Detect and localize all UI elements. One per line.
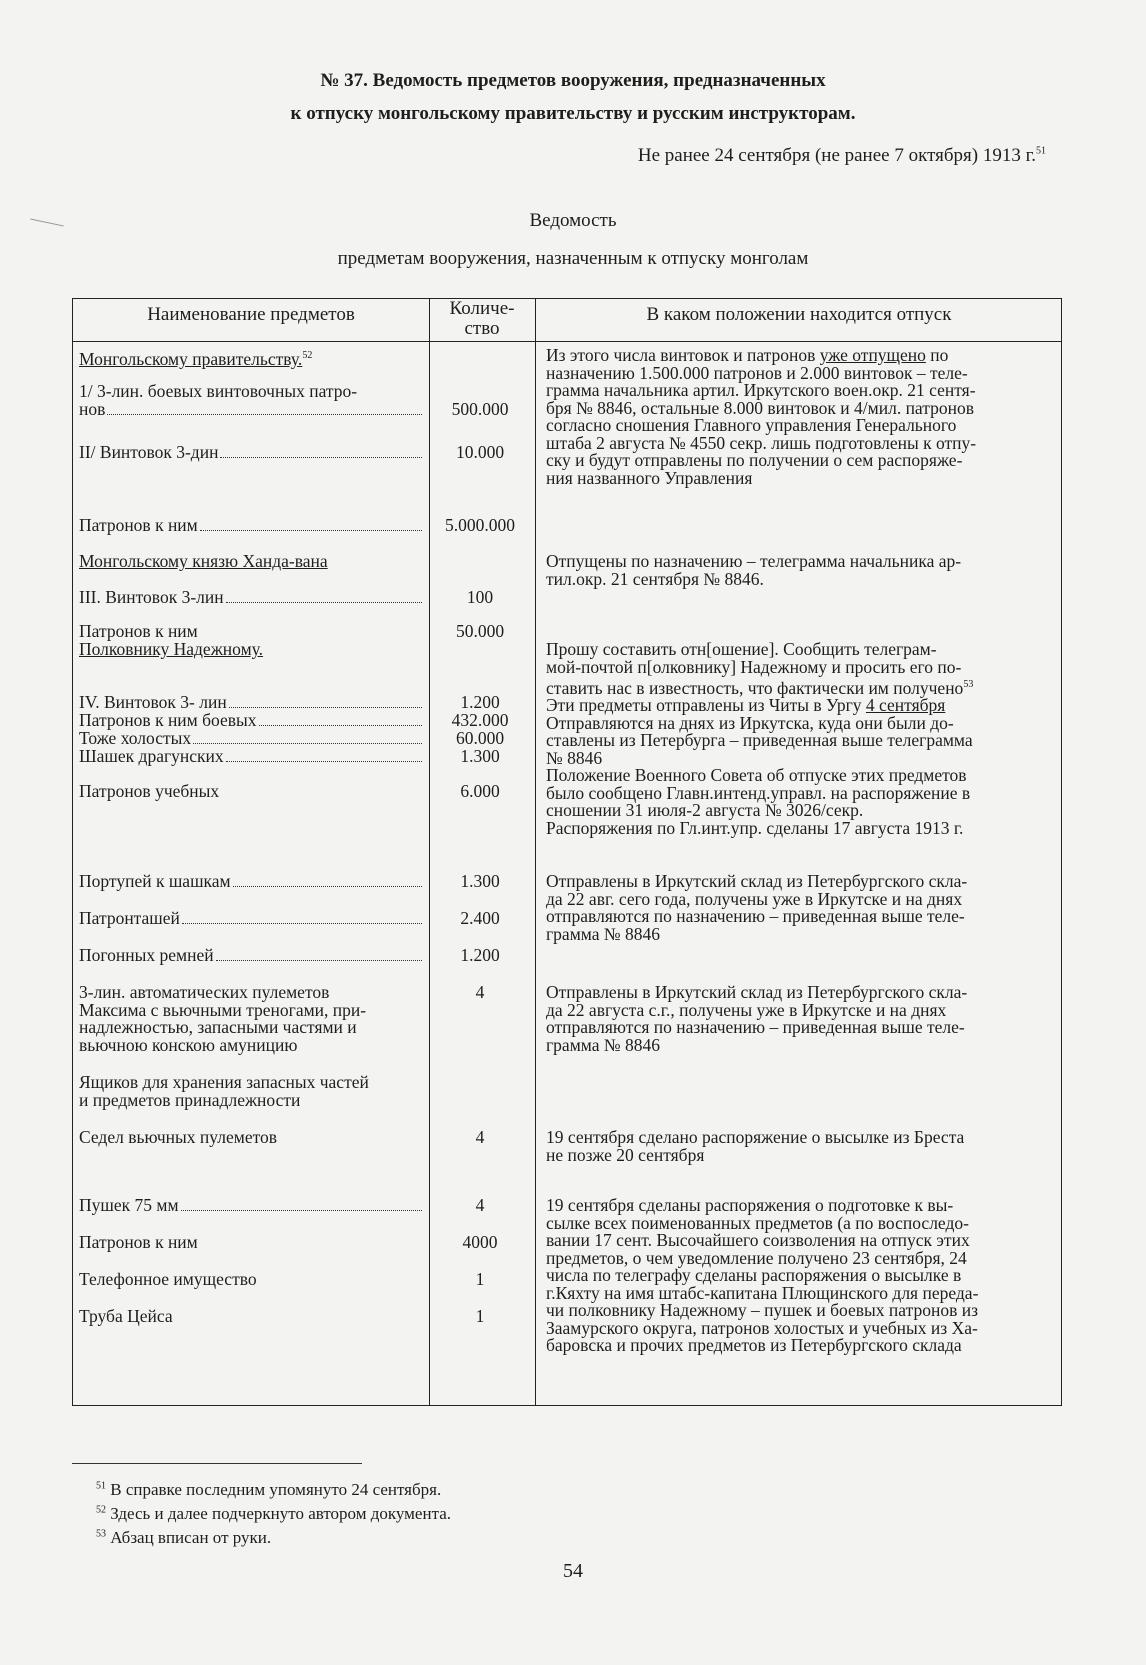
footnote-53: $^{53}$ Абзац вписан от руки. <box>96 1528 272 1547</box>
item-combat-cartridges: Патронов к ним боевых <box>79 712 424 730</box>
item-sabre-belts: Портупей к шашкам <box>79 873 424 891</box>
qty-pack-saddles: 4 <box>475 1127 485 1147</box>
statement-subheading: предметам вооружения, назначенным к отпуску монголам <box>337 248 809 269</box>
item-zeiss-telescope: Труба Цейса <box>79 1306 173 1326</box>
qty-blank-cartridges: 60.000 <box>455 728 505 748</box>
qty-rifles: 10.000 <box>455 442 505 462</box>
status-note-r1: Из этого числа винтовок и патронов уже отпущено по назначению 1.500.000 патронов и 2.000 винтовок – теле- грамма начальника артил. Иркутского воен.окр. 21 сентя- бря № 8846, остальные 8.000 винтовок и 4/мил. патронов согласно сношения Главного управления Генерального штаба 2 августа № 4550 секр. лишь подготовлены к отпу- ску и будут отправлены по получении о сем распоряже- ния названного Управления <box>546 345 977 488</box>
qty-bandoliers: 2.400 <box>460 908 500 928</box>
item-rifle-cartridges: 1/ 3-лин. боевых винтовочных патро- <box>79 381 358 401</box>
qty-maxim-machine-guns: 4 <box>475 982 485 1002</box>
item-rifles-3-line: III. Винтовок 3-лин <box>79 589 424 607</box>
item-cartridges: Патронов к ним <box>79 621 198 641</box>
qty-rifle-cartridges: 500.000 <box>451 399 509 419</box>
qty-zeiss-telescope: 1 <box>475 1306 485 1326</box>
item-cartridges-for-rifles: Патронов к ним <box>79 517 424 535</box>
item-gun-cartridges: Патронов к ним <box>79 1232 198 1252</box>
qty-telephone-equipment: 1 <box>475 1269 485 1289</box>
footnote-51: $^{51}$ В справке последним упомянуто 24 сентября. <box>96 1480 442 1499</box>
item-telephone-equipment: Телефонное имущество <box>79 1269 257 1289</box>
item-training-cartridges: Патронов учебных <box>79 781 220 801</box>
status-note-r2: Отпущены по назначению – телеграмма начальника ар- тил.окр. 21 сентября № 8846. <box>546 551 962 589</box>
item-spare-parts-boxes: Ящиков для хранения запасных частей и предметов принадлежности <box>79 1072 369 1110</box>
header-status: В каком положении находится отпуск <box>646 304 952 325</box>
item-maxim-machine-guns: 3-лин. автоматических пулеметов Максима с вьючными треногами, при- надлежностью, запасными частями и вьючною конскою амуницию <box>79 982 367 1055</box>
status-note-r3: Прошу составить отн[ошение]. Сообщить телеграм- мой-почтой п[олковнику] Надежному и просить его по- ставить нас в известность, что фактически им получено$^{53}$ Эти предметы отправлены из Читы в Ургу 4 сентября Отправляются на днях из Иркутска, куда они были до- ставлены из Петербурга – приведенная выше телеграмма № 8846 Положение Военного Совета об отпуске этих предметов было сообщено Главн.интенд.управл. на распоряжение в сношении 31 июля-2 августа № 3026/секр. Распоряжения по Гл.инт.упр. сделаны 17 августа 1913 г. <box>546 639 974 838</box>
document-title-line1: № 37. Ведомость предметов вооружения, предназначенных <box>320 70 826 91</box>
qty-training-cartridges: 6.000 <box>460 781 500 801</box>
item-pack-saddles: Седел вьючных пулеметов <box>79 1127 278 1147</box>
header-quantity: Количе- ство <box>449 298 515 339</box>
qty-dragoon-sabres: 1.300 <box>460 746 500 766</box>
inventory-table <box>72 298 1062 1406</box>
item-rifle-cartridges-cont: нов <box>79 401 424 419</box>
group-mongol-government: Монгольскому правительству.$^{52}$ <box>79 348 313 369</box>
group-prince-khanda-van: Монгольскому князю Ханда-вана <box>79 551 328 571</box>
qty-rifles-3-line: 100 <box>466 587 494 607</box>
item-rifles-iv: IV. Винтовок 3- лин <box>79 694 424 712</box>
status-note-r6: 19 сентября сделано распоряжение о высылке из Бреста не позже 20 сентября <box>546 1127 965 1165</box>
status-note-r5: Отправлены в Иркутский склад из Петербургского скла- да 22 августа с.г., получены уже в Иркутске и на днях отправляются по назначению – приведенная выше теле- грамма № 8846 <box>546 982 968 1055</box>
qty-combat-cartridges: 432.000 <box>451 710 509 730</box>
status-note-r4: Отправлены в Иркутский склад из Петербургского скла- да 22 авг. сего года, получены уже в Иркутске и на днях отправляются по назначению – приведенная выше теле- грамма № 8846 <box>546 871 968 944</box>
qty-cartridges: 50.000 <box>455 621 505 641</box>
statement-heading: Ведомость <box>529 210 617 231</box>
qty-gun-cartridges: 4000 <box>462 1232 498 1252</box>
header-name: Наименование предметов <box>147 304 355 325</box>
document-title-line2: к отпуску монгольскому правительству и русским инструкторам. <box>290 103 856 124</box>
document-date: Не ранее 24 сентября (не ранее 7 октября) 1913 г.$^{51}$ <box>637 145 1046 166</box>
qty-75mm-guns: 4 <box>475 1195 485 1215</box>
qty-rifles-iv: 1.200 <box>460 692 500 712</box>
item-dragoon-sabres: Шашек драгунских <box>79 748 424 766</box>
qty-cartridges-for-rifles: 5.000.000 <box>445 515 515 535</box>
status-note-r7: 19 сентября сделаны распоряжения о подготовке к вы- сылке всех поименованных предметов (а по воспоследо- вании 17 сент. Высочайшего соизволения на отпуск этих предметов, о чем уведомление получено 23 сентября, 24 числа по телеграфу сделаны распоряжения о высылке в г.Кяхту на имя штабс-капитана Плющинского для переда- чи полковнику Надежному – пушек и боевых патронов из Заамурского округа, патронов холостых и учебных из Ха- баровска и прочих предметов из Петербургского склада <box>546 1195 979 1355</box>
item-rifles: II/ Винтовок 3-дин <box>79 444 424 462</box>
page-number: 54 <box>563 1560 583 1582</box>
footnote-ref-51: 51 <box>1036 145 1046 157</box>
item-bandoliers: Патронташей <box>79 910 424 928</box>
qty-sabre-belts: 1.300 <box>460 871 500 891</box>
qty-shoulder-straps: 1.200 <box>460 945 500 965</box>
header-divider <box>73 341 1061 342</box>
footnote-52: $^{52}$ Здесь и далее подчеркнуто автором документа. <box>96 1504 452 1523</box>
column-divider <box>429 299 430 1405</box>
footnote-separator <box>72 1463 362 1464</box>
item-blank-cartridges: Тоже холостых <box>79 730 424 748</box>
item-75mm-guns: Пушек 75 мм <box>79 1197 424 1215</box>
column-divider <box>535 299 536 1405</box>
group-colonel-nadezhny: Полковнику Надежному. <box>79 639 264 659</box>
item-shoulder-straps: Погонных ремней <box>79 947 424 965</box>
